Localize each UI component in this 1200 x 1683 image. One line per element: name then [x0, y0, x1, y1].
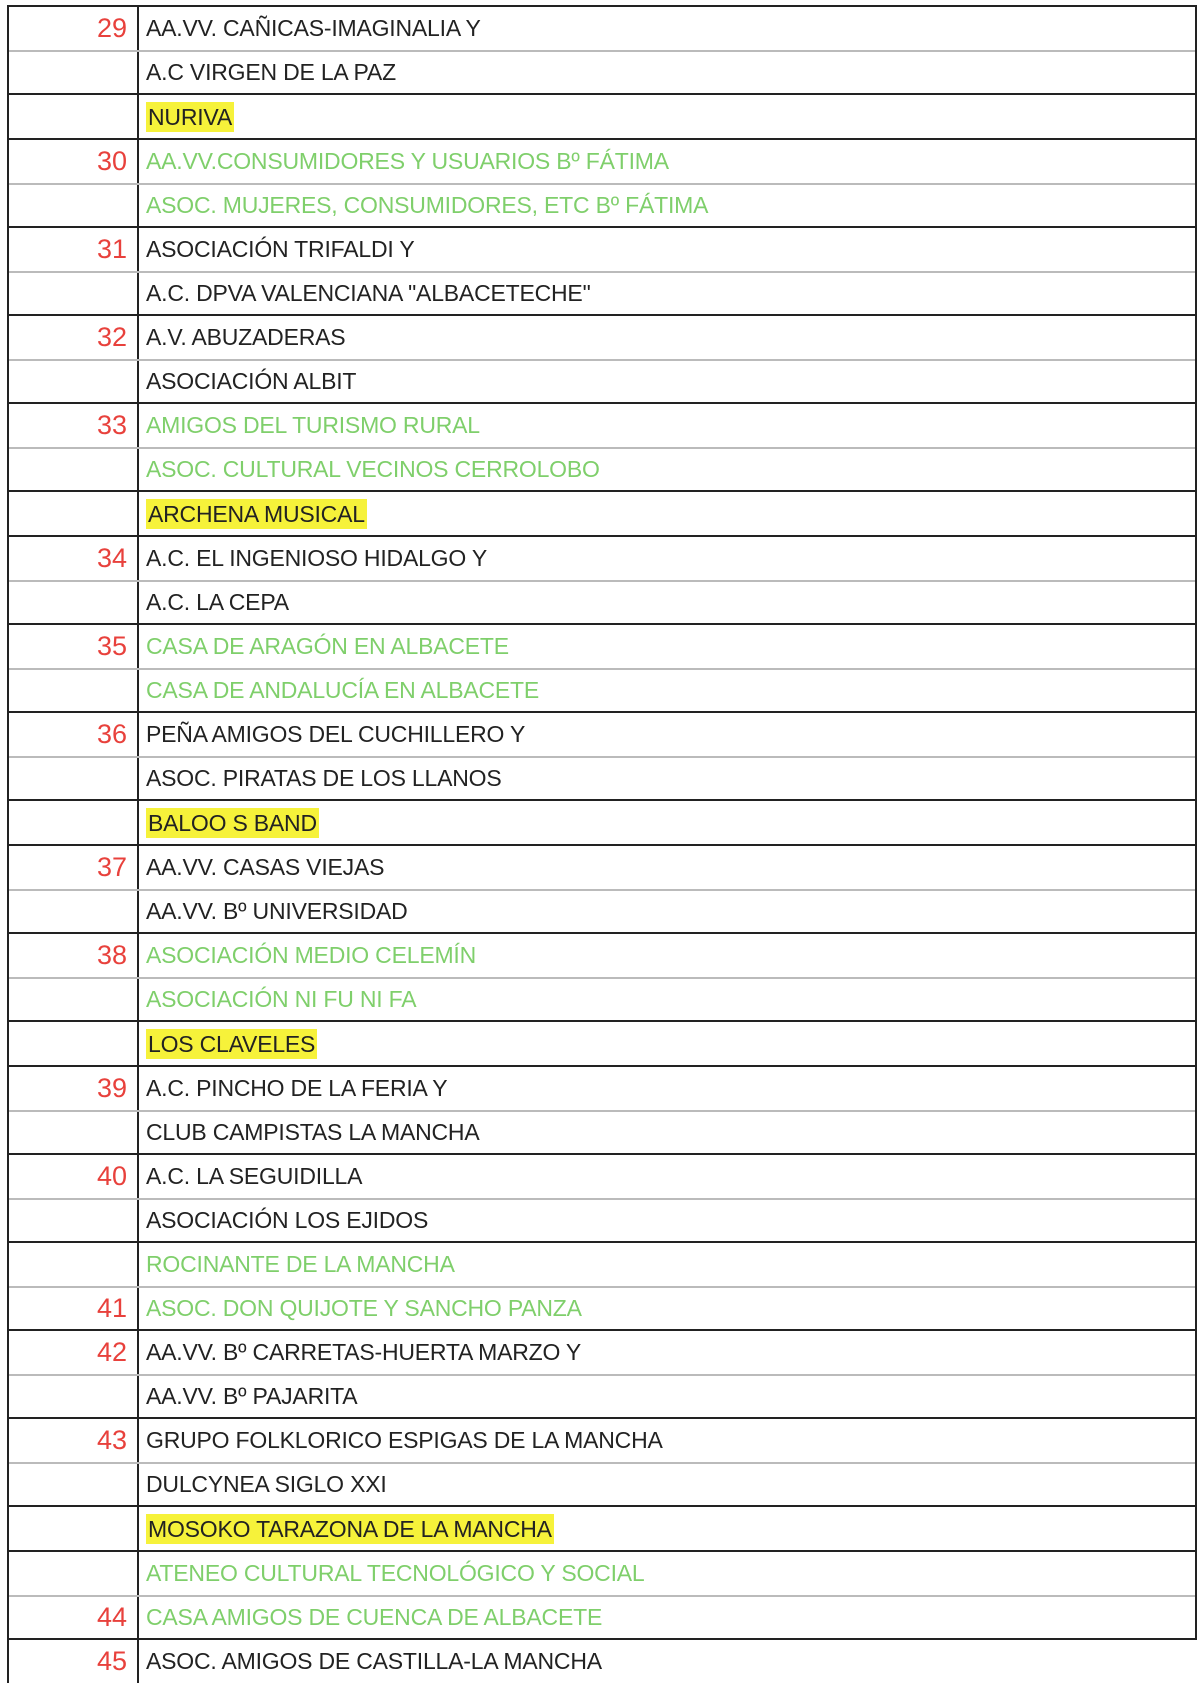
- table-row: [9, 1507, 1195, 1550]
- row-group-42: [7, 1329, 1197, 1417]
- association-name: ASOCIACIÓN TRIFALDI Y: [146, 236, 415, 262]
- row-group-41: [7, 1241, 1197, 1329]
- table-row: [9, 140, 1195, 183]
- association-name: ROCINANTE DE LA MANCHA: [146, 1251, 455, 1277]
- row-group-39: [7, 1065, 1197, 1153]
- row-number: 41: [9, 1288, 139, 1329]
- table-row: [9, 1640, 1197, 1683]
- row-group-29: [7, 5, 1197, 93]
- table-row: [9, 889, 1195, 932]
- association-table: [7, 5, 1197, 1683]
- association-name: AA.VV. Bº UNIVERSIDAD: [146, 898, 408, 924]
- row-number: [9, 1112, 139, 1153]
- band-row: [7, 1505, 1197, 1550]
- table-row: [9, 7, 1195, 50]
- table-row: [9, 668, 1195, 711]
- table-row: [9, 316, 1195, 359]
- row-number: [9, 1022, 139, 1065]
- association-name: AA.VV. CAÑICAS-IMAGINALIA Y: [146, 15, 481, 41]
- association-name: ASOCIACIÓN NI FU NI FA: [146, 986, 417, 1012]
- row-number: [9, 95, 139, 138]
- row-number: [9, 582, 139, 623]
- row-group-38: [7, 932, 1197, 1020]
- row-number: 38: [9, 934, 139, 977]
- table-row: [9, 1419, 1195, 1462]
- row-number: 39: [9, 1067, 139, 1110]
- table-row: [9, 1595, 1195, 1638]
- association-name: AA.VV.CONSUMIDORES Y USUARIOS Bº FÁTIMA: [146, 148, 669, 174]
- association-name: ASOC. MUJERES, CONSUMIDORES, ETC Bº FÁTIMA: [146, 192, 709, 218]
- table-row: [9, 492, 1195, 535]
- row-number: [9, 273, 139, 314]
- row-number: 34: [9, 537, 139, 580]
- association-name: ATENEO CULTURAL TECNOLÓGICO Y SOCIAL: [146, 1560, 645, 1586]
- table-row: [9, 580, 1195, 623]
- association-name: ASOC. CULTURAL VECINOS CERROLOBO: [146, 456, 600, 482]
- association-name: ASOCIACIÓN MEDIO CELEMÍN: [146, 942, 477, 968]
- row-group-44: [7, 1550, 1197, 1638]
- row-group-33: [7, 402, 1197, 490]
- table-row: [9, 1331, 1195, 1374]
- row-number: 45: [9, 1640, 139, 1683]
- association-name: ASOC. DON QUIJOTE Y SANCHO PANZA: [146, 1295, 582, 1321]
- row-group-30: [7, 138, 1197, 226]
- association-name: A.C. LA SEGUIDILLA: [146, 1163, 363, 1189]
- row-number: [9, 1200, 139, 1241]
- association-name: AA.VV. CASAS VIEJAS: [146, 854, 385, 880]
- row-number: 37: [9, 846, 139, 889]
- association-name: CASA AMIGOS DE CUENCA DE ALBACETE: [146, 1604, 603, 1630]
- table-row: [9, 1552, 1195, 1595]
- association-name: AA.VV. Bº PAJARITA: [146, 1383, 358, 1409]
- association-name: CASA DE ANDALUCÍA EN ALBACETE: [146, 677, 540, 703]
- association-name: A.C. PINCHO DE LA FERIA Y: [146, 1075, 448, 1101]
- row-group-34: [7, 535, 1197, 623]
- row-number: [9, 801, 139, 844]
- table-row: [9, 1067, 1195, 1110]
- table-row: [9, 359, 1195, 402]
- band-row: [7, 490, 1197, 535]
- table-row: [9, 934, 1195, 977]
- table-row: [9, 1022, 1195, 1065]
- row-number: [9, 52, 139, 93]
- association-name: ASOC. PIRATAS DE LOS LLANOS: [146, 765, 502, 791]
- row-group-35: [7, 623, 1197, 711]
- band-name: [139, 1022, 1195, 1065]
- association-name: ASOC. AMIGOS DE CASTILLA-LA MANCHA: [146, 1648, 602, 1674]
- row-number: [9, 1507, 139, 1550]
- association-name: ASOCIACIÓN LOS EJIDOS: [146, 1207, 429, 1233]
- association-name: AMIGOS DEL TURISMO RURAL: [146, 412, 480, 438]
- row-number: [9, 1243, 139, 1286]
- association-name: A.V. ABUZADERAS: [146, 324, 346, 350]
- row-number: [9, 1376, 139, 1417]
- row-group-36: [7, 711, 1197, 799]
- band-name: [139, 95, 1195, 138]
- table-row: [9, 756, 1195, 799]
- band-name: [139, 801, 1195, 844]
- association-name: A.C. DPVA VALENCIANA "ALBACETECHE": [146, 280, 591, 306]
- table-row: [9, 447, 1195, 490]
- row-group-31: [7, 226, 1197, 314]
- association-name: DULCYNEA SIGLO XXI: [146, 1471, 387, 1497]
- association-name: AA.VV. Bº CARRETAS-HUERTA MARZO Y: [146, 1339, 582, 1365]
- row-number: 31: [9, 228, 139, 271]
- row-number: [9, 449, 139, 490]
- band-name: [139, 1507, 1195, 1550]
- row-group-40: [7, 1153, 1197, 1241]
- highlight-label: LOS CLAVELES: [148, 1030, 316, 1057]
- association-name: PEÑA AMIGOS DEL CUCHILLERO Y: [146, 721, 526, 747]
- association-name: CLUB CAMPISTAS LA MANCHA: [146, 1119, 480, 1145]
- table-row: [9, 1286, 1195, 1329]
- row-number: [9, 492, 139, 535]
- row-number: [9, 758, 139, 799]
- table-row: [9, 404, 1195, 447]
- band-row: [7, 799, 1197, 844]
- row-number: 42: [9, 1331, 139, 1374]
- table-row: [9, 1198, 1195, 1241]
- highlight-label: BALOO S BAND: [148, 809, 317, 836]
- table-row: [9, 1243, 1195, 1286]
- row-number: 36: [9, 713, 139, 756]
- association-name: CASA DE ARAGÓN EN ALBACETE: [146, 633, 509, 659]
- table-row: [9, 271, 1195, 314]
- table-row: [9, 183, 1195, 226]
- row-number: [9, 361, 139, 402]
- table-row: [9, 625, 1195, 668]
- band-row: [7, 93, 1197, 138]
- row-number: 35: [9, 625, 139, 668]
- table-row: [9, 228, 1195, 271]
- table-row: [9, 801, 1195, 844]
- row-number: 32: [9, 316, 139, 359]
- band-name: [139, 492, 1195, 535]
- row-number: 33: [9, 404, 139, 447]
- association-name: GRUPO FOLKLORICO ESPIGAS DE LA MANCHA: [146, 1427, 663, 1453]
- row-number: 29: [9, 7, 139, 50]
- table-row: [9, 1110, 1195, 1153]
- row-group-43: [7, 1417, 1197, 1505]
- association-name: ASOCIACIÓN ALBIT: [146, 368, 357, 394]
- row-group-45: [7, 1638, 1197, 1683]
- highlight-label: NURIVA: [148, 103, 232, 130]
- row-number: 30: [9, 140, 139, 183]
- row-number: [9, 1552, 139, 1595]
- row-group-37: [7, 844, 1197, 932]
- band-row: [7, 1020, 1197, 1065]
- row-number: 44: [9, 1597, 139, 1638]
- table-row: [9, 537, 1195, 580]
- association-name: A.C. LA CEPA: [146, 589, 289, 615]
- table-row: [9, 1155, 1195, 1198]
- table-row: [9, 1462, 1195, 1505]
- table-row: [9, 846, 1195, 889]
- association-name: A.C. EL INGENIOSO HIDALGO Y: [146, 545, 487, 571]
- row-number: [9, 979, 139, 1020]
- table-row: [9, 977, 1195, 1020]
- highlight-label: MOSOKO TARAZONA DE LA MANCHA: [148, 1515, 552, 1542]
- table-row: [9, 1374, 1195, 1417]
- table-row: [9, 50, 1195, 93]
- row-number: 43: [9, 1419, 139, 1462]
- row-number: [9, 670, 139, 711]
- row-group-32: [7, 314, 1197, 402]
- row-number: [9, 1464, 139, 1505]
- row-number: 40: [9, 1155, 139, 1198]
- table-row: [9, 95, 1195, 138]
- table-row: [9, 713, 1195, 756]
- row-number: [9, 891, 139, 932]
- association-name: A.C VIRGEN DE LA PAZ: [146, 59, 396, 85]
- highlight-label: ARCHENA MUSICAL: [148, 500, 365, 527]
- row-number: [9, 185, 139, 226]
